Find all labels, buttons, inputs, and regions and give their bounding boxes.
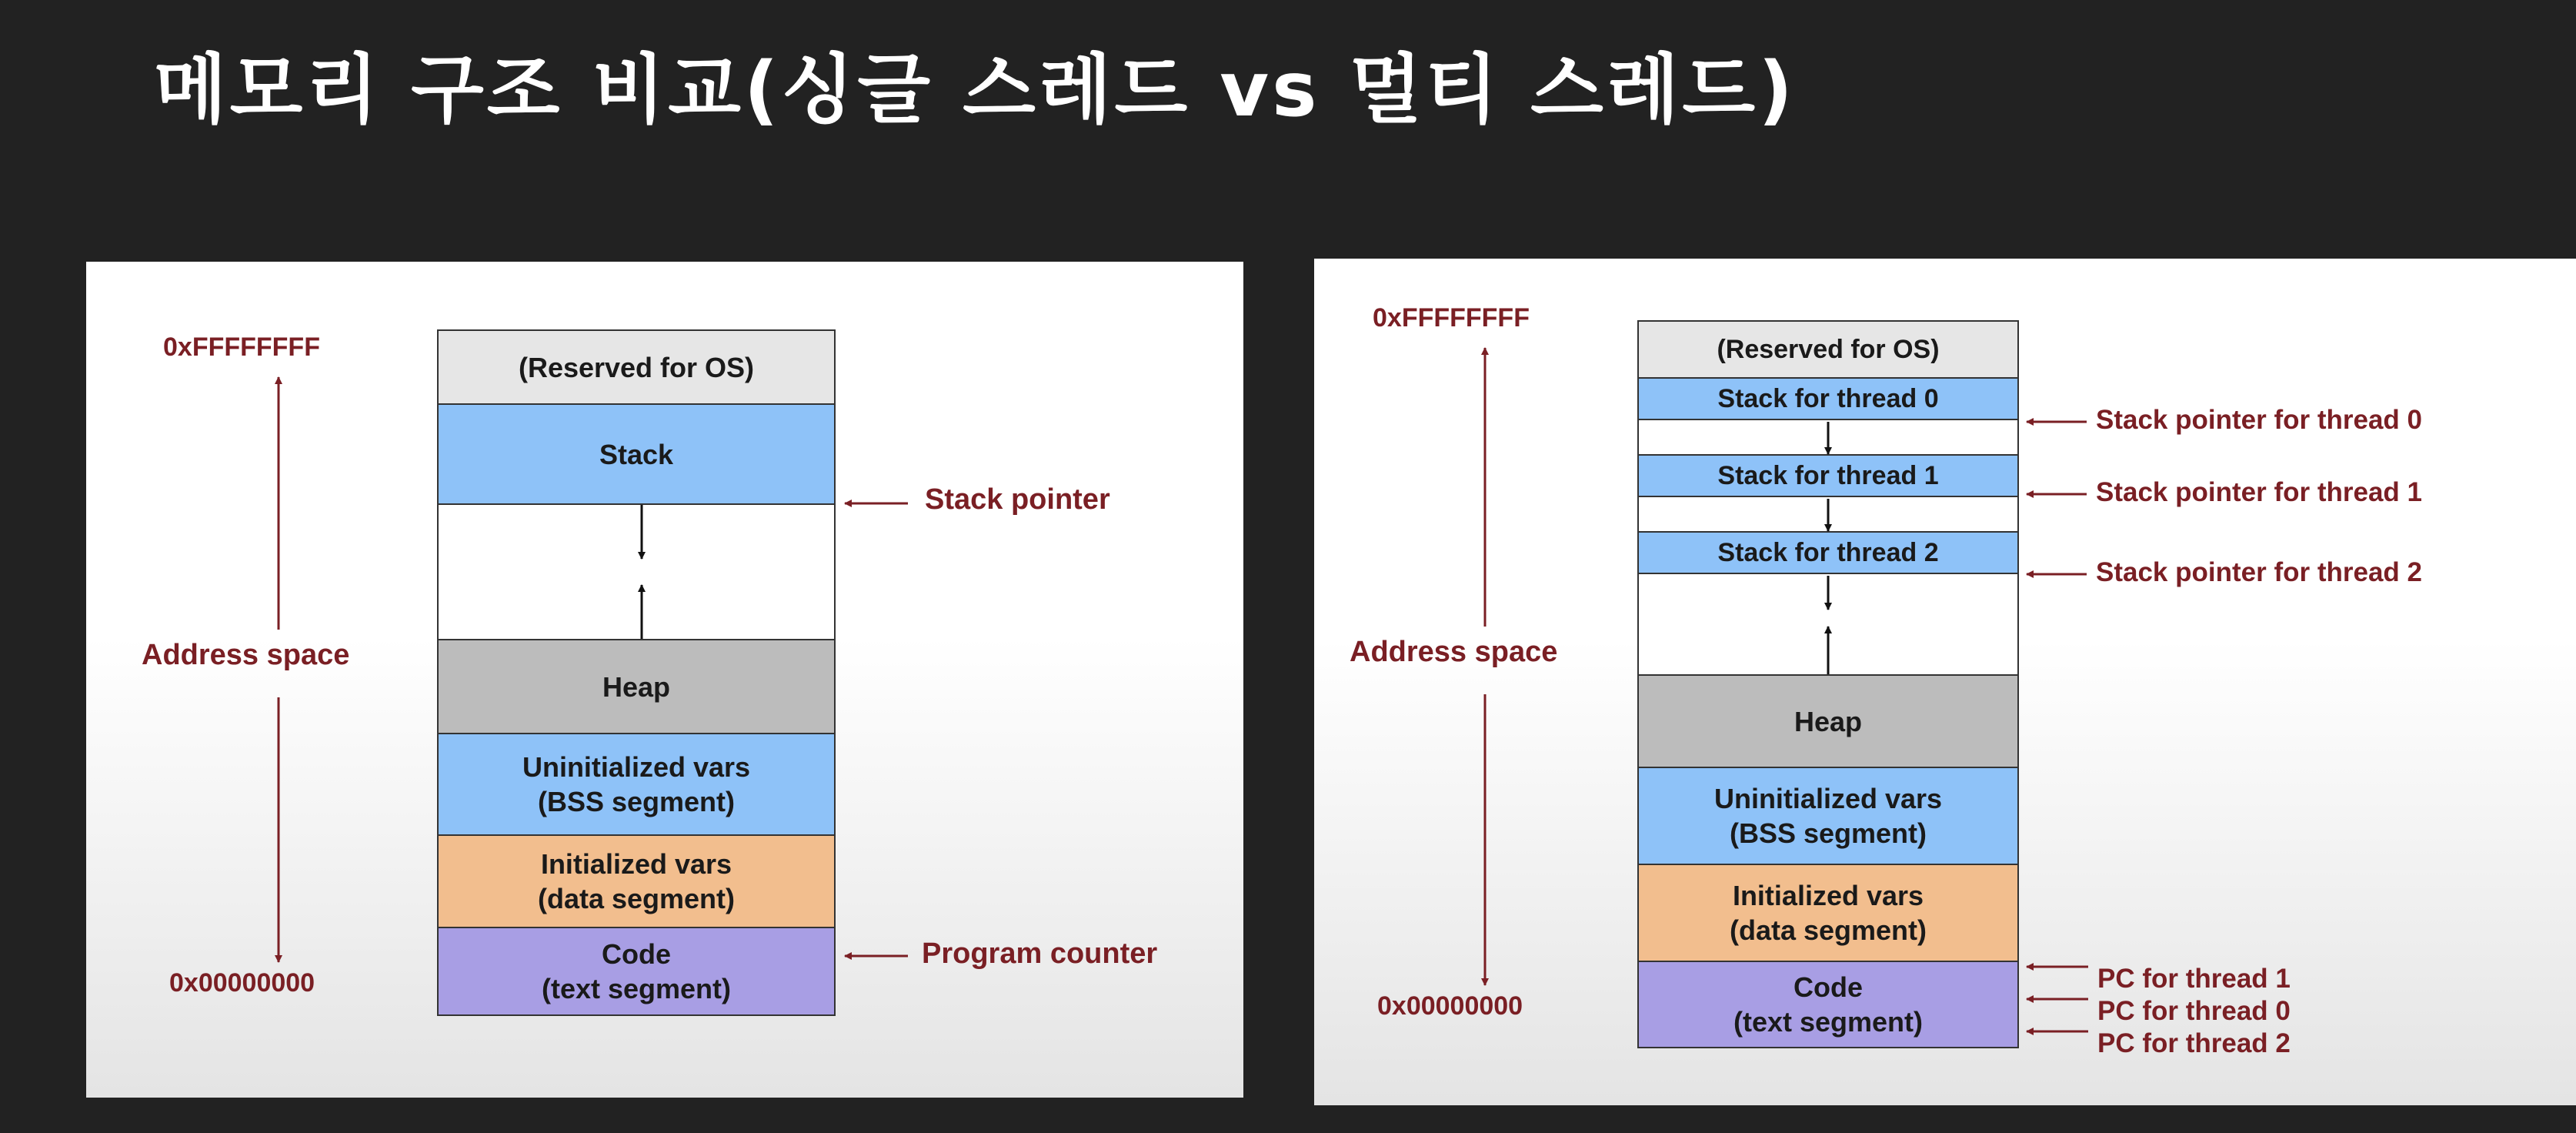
- heap-label: Heap: [602, 670, 671, 703]
- stack-thread-0-label: Stack for thread 0: [1717, 383, 1939, 413]
- bss-label-line2: (BSS segment): [1729, 817, 1927, 849]
- bss-label-line1: Uninitialized vars: [1713, 783, 1943, 814]
- pc-thread-1-label: PC for thread 1: [2097, 964, 2291, 994]
- stack-label: Stack: [599, 438, 674, 470]
- reserved-label: (Reserved for OS): [1717, 334, 1940, 364]
- single-thread-panel: [86, 262, 1243, 1098]
- heap-label: Heap: [1794, 705, 1863, 737]
- address-space-label: Address space: [142, 639, 350, 671]
- address-top-label: 0xFFFFFFFF: [1373, 303, 1530, 333]
- data-label-line2: (data segment): [1729, 914, 1927, 946]
- data-label-line2: (data segment): [537, 883, 736, 914]
- reserved-label: (Reserved for OS): [518, 351, 755, 383]
- code-label-line2: (text segment): [1733, 1006, 1924, 1038]
- program-counter-label: Program counter: [922, 937, 1158, 970]
- single-thread-arrows: [86, 262, 1243, 1098]
- address-bottom-label: 0x00000000: [1377, 991, 1523, 1021]
- data-label-line1: Initialized vars: [540, 848, 732, 880]
- address-top-label: 0xFFFFFFFF: [163, 333, 320, 362]
- stack-pointer-thread-0-label: Stack pointer for thread 0: [2096, 405, 2422, 435]
- slide-title: 메모리 구조 비교(싱글 스레드 vs 멀티 스레드): [154, 46, 1796, 134]
- code-label-line1: Code: [1794, 971, 1863, 1003]
- address-space-label: Address space: [1350, 636, 1558, 668]
- multi-thread-panel: [1314, 259, 2576, 1105]
- code-label-line1: Code: [602, 938, 671, 970]
- stack-thread-2-label: Stack for thread 2: [1717, 537, 1939, 567]
- address-bottom-label: 0x00000000: [169, 968, 315, 998]
- code-label-line2: (text segment): [541, 973, 732, 1004]
- bss-label-line2: (BSS segment): [537, 786, 736, 817]
- stack-pointer-thread-2-label: Stack pointer for thread 2: [2096, 557, 2422, 587]
- stack-pointer-thread-1-label: Stack pointer for thread 1: [2096, 477, 2422, 507]
- multi-thread-arrows: [1314, 259, 2576, 1105]
- stack-thread-1-label: Stack for thread 1: [1717, 460, 1939, 490]
- bss-label-line1: Uninitialized vars: [522, 751, 751, 783]
- pc-thread-2-label: PC for thread 2: [2097, 1028, 2291, 1058]
- stack-pointer-label: Stack pointer: [925, 483, 1110, 516]
- data-label-line1: Initialized vars: [1732, 880, 1924, 911]
- pc-thread-0-label: PC for thread 0: [2097, 996, 2291, 1026]
